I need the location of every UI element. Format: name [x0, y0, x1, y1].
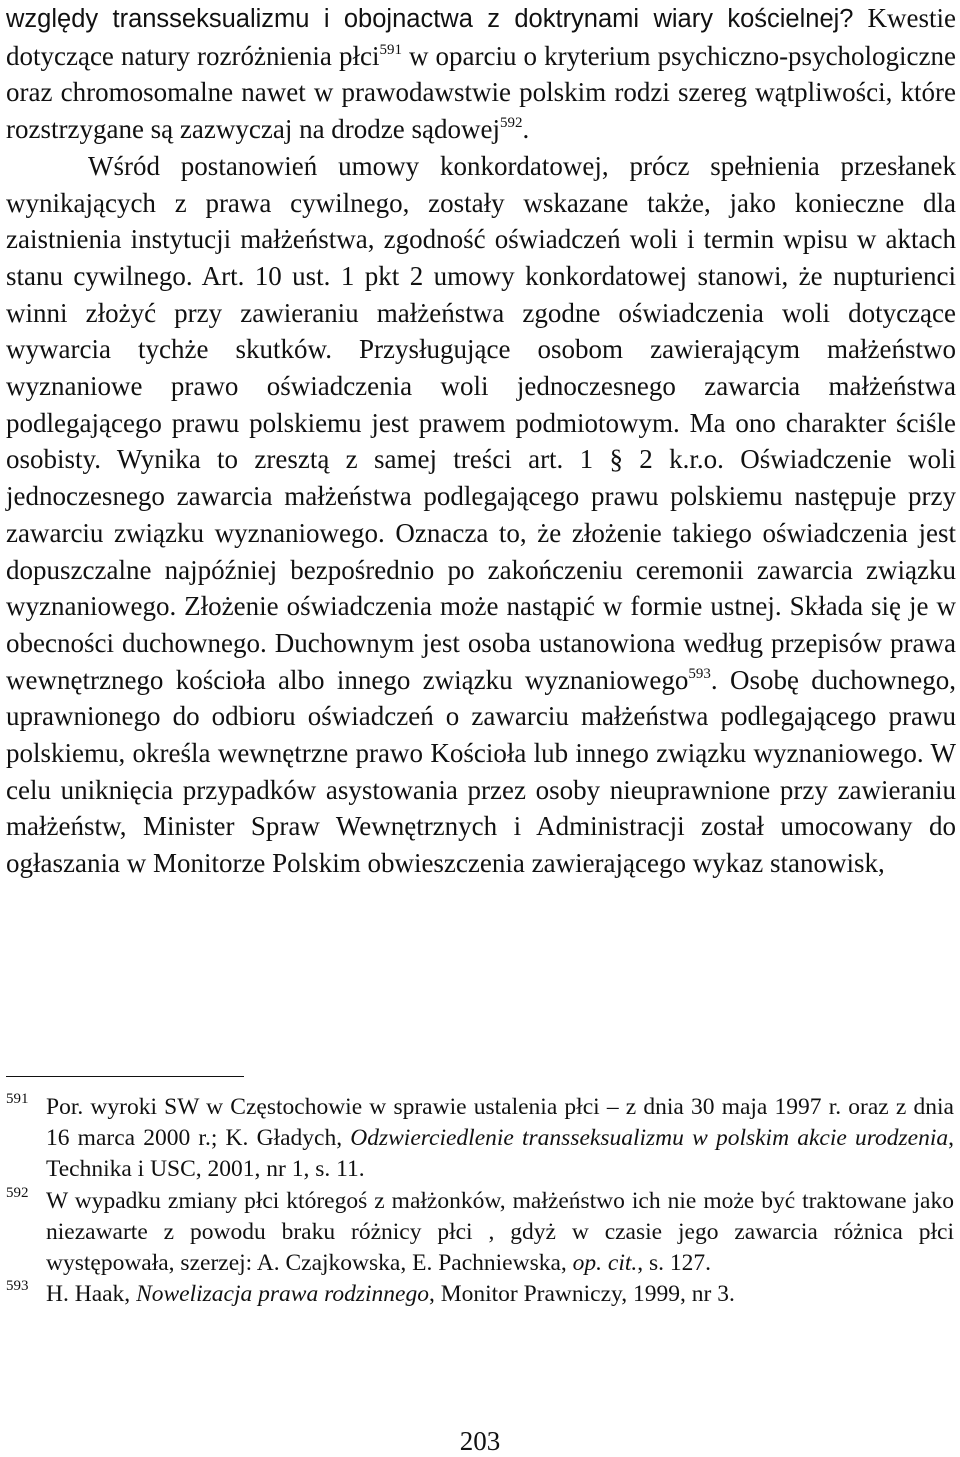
- footnote-title: Odzwierciedlenie transseksualizmu w polskim akcie urodzenia: [350, 1125, 949, 1152]
- footnote-number: 591: [6, 1091, 29, 1107]
- paragraph-1-end: .: [522, 114, 530, 145]
- footnote-title: op. cit.: [572, 1250, 638, 1277]
- footnote-separator: [6, 1076, 244, 1077]
- footnotes: [6, 1092, 954, 1310]
- footnote-title: Nowelizacja prawa rodzinnego: [136, 1281, 429, 1308]
- paragraph-1: [6, 0, 956, 148]
- footnote-text-end: , Monitor Prawniczy, 1999, nr 3.: [428, 1281, 735, 1308]
- footnote-number: 592: [6, 1184, 29, 1201]
- page-body: [6, 0, 956, 882]
- footnote-592: [6, 1186, 954, 1280]
- footnote-593: [6, 1279, 954, 1310]
- paragraph-2: [6, 148, 956, 882]
- footnote-text: H. Haak,: [46, 1281, 137, 1308]
- footnote-ref-593[interactable]: 593: [688, 665, 711, 682]
- page-number: 203: [459, 1426, 501, 1456]
- paragraph-1-first-line: względy transseksualizmu i obojnactwa z doktrynami wiary kościelnej?: [6, 5, 854, 33]
- footnote-ref-592[interactable]: 592: [500, 115, 523, 132]
- footnote-text: Por. wyroki SW w Częstochowie w sprawie ustalenia płci – z dnia 30 maja 1997 r. oraz z dnia 16 marca 2000 r.; K. Gładych,: [46, 1094, 954, 1152]
- main-text: [6, 0, 956, 882]
- paragraph-1-text: Kwestie dotyczące natury rozróżnienia płci: [6, 3, 956, 71]
- paragraph-2-text-cont: . Osobę duchownego, uprawnionego do odbioru oświadczeń o zawarciu małżeństwa podlegającego prawu polskiemu, określa wewnętrzne prawo Kościoła lub innego związku wyznaniowego. W celu uniknięcia przypadków asystowania przez osoby nieuprawnione przy zawieraniu małżeństw, Minister Spraw Wewnętrznych i Administracji został umocowany do ogłaszania w Monitorze Polskim obwieszczenia zawierającego wykaz stanowisk,: [6, 664, 956, 879]
- paragraph-1-text-cont: w oparciu o kryterium psychiczno-psychologiczne oraz chromosomalne nawet w prawodawstwie polskim rodzi szereg wątpliwości, które rozstrzygane są zazwyczaj na drodze sądowej: [6, 40, 957, 145]
- footnote-ref-591[interactable]: 591: [379, 41, 402, 58]
- footnote-text: W wypadku zmiany płci któregoś z małżonków, małżeństwo ich nie może być traktowane jako niezawarte z powodu braku różnicy płci , gdyż w czasie jego zawarcia różnica płci występowała, szerzej: A. Czajkowska, E. Pachniewska,: [46, 1187, 954, 1277]
- footnote-number: 593: [6, 1278, 29, 1295]
- footnote-text-end: , Technika i USC, 2001, nr 1, s. 11.: [46, 1125, 954, 1183]
- paragraph-2-text: Wśród postanowień umowy konkordatowej, prócz spełnienia przesłanek wynikających z prawa cywilnego, zostały wskazane także, jako konieczne dla zaistnienia instytucji małżeństwa, zgodność oświadczeń woli i termin wpisu w aktach stanu cywilnego. Art. 10 ust. 1 pkt 2 umowy konkordatowej stanowi, że nupturienci winni złożyć przy zawieraniu małżeństwa zgodne oświadczenia woli dotyczące wywarcia tychże skutków. Przysługujące osobom zawierającym małżeństwo wyznaniowe prawo oświadczenia woli jednoczesnego zawarcia małżeństwa podlegającego prawu polskiemu jest prawem podmiotowym. Ma ono charakter ściśle osobisty. Wynika to zresztą z samej treści art. 1 § 2 k.r.o. Oświadczenie woli jednoczesnego zawarcia małżeństwa podlegającego prawu polskiemu następuje przy zawarciu związku wyznaniowego. Oznacza to, że złożenie takiego oświadczenia jest dopuszczalne najpóźniej bezpośrednio po zakończeniu ceremonii zawarcia związku wyznaniowego. Złożenie oświadczenia może nastąpić w formie ustnej. Składa się je w obecności duchownego. Duchownym jest osoba ustanowiona według przepisów prawa wewnętrznego kościoła albo innego związku wyznaniowego: [6, 150, 956, 695]
- footnote-text-end: , s. 127.: [637, 1250, 712, 1277]
- footnote-591: [6, 1092, 954, 1186]
